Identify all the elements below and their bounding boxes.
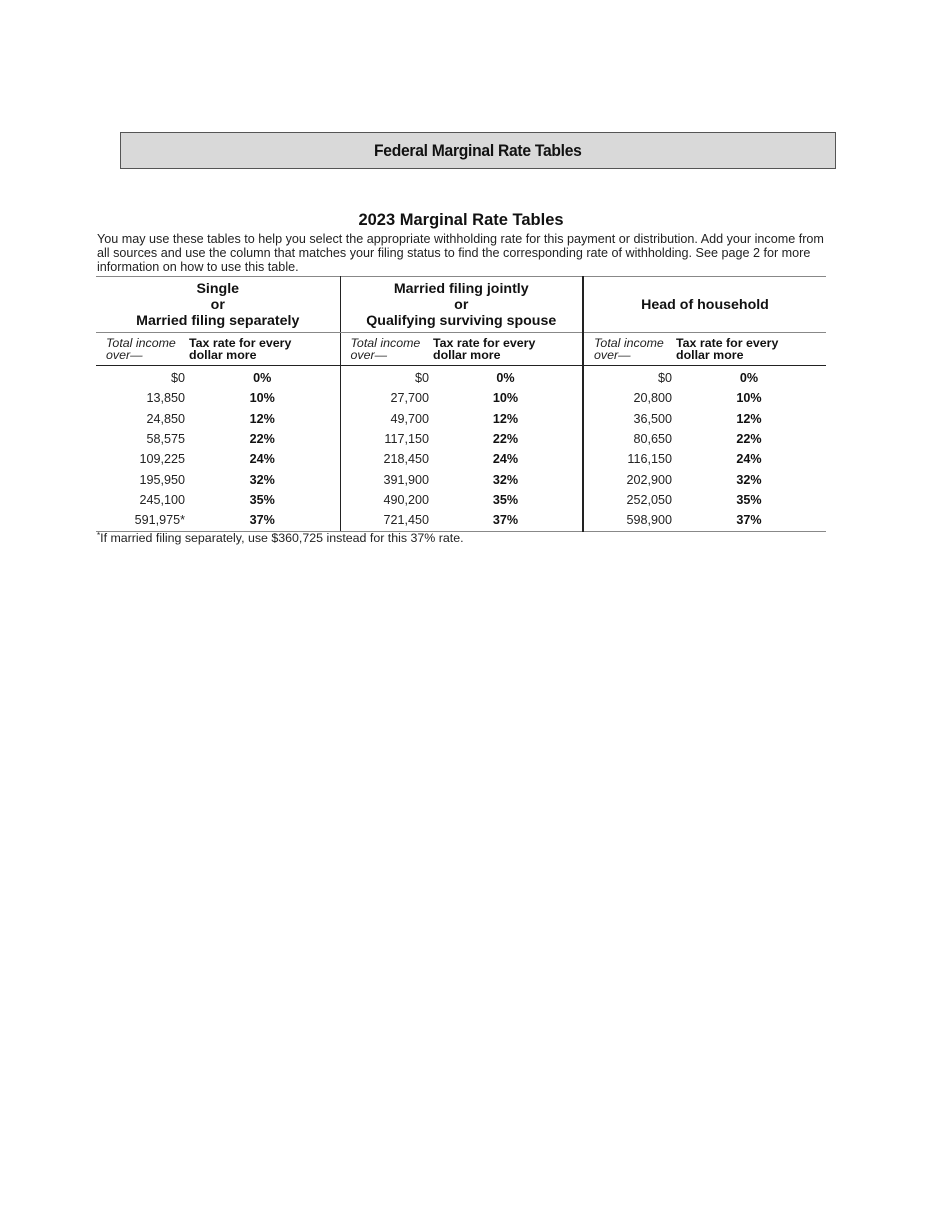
married-income-cell: 391,900 — [383, 472, 429, 487]
hoh-rate-cell: 35% — [736, 492, 762, 507]
single-rate-cell: 10% — [185, 388, 340, 408]
col-rate-line2: dollar more — [433, 348, 501, 362]
hoh-income-cell: 36,500 — [633, 411, 672, 426]
section-title: 2023 Marginal Rate Tables — [358, 211, 564, 229]
hoh-rate-cell: 10% — [736, 391, 762, 406]
married-income-cell: 721,450 — [340, 510, 429, 532]
rate-table-body — [96, 366, 826, 532]
single-rate-cell: 37% — [185, 510, 340, 532]
column-header-row — [96, 333, 826, 366]
single-income-cell: 245,100 — [139, 492, 185, 507]
table-row — [96, 490, 826, 510]
married-income-cell: $0 — [414, 371, 429, 386]
hoh-rate-cell: 12% — [736, 411, 762, 426]
table-row — [96, 469, 826, 489]
married-rate-cell: 32% — [429, 469, 583, 489]
hoh-income-cell: 80,650 — [633, 432, 672, 447]
hoh-income-cell: 598,900 — [583, 510, 672, 532]
hoh-rate-cell: 37% — [672, 510, 826, 532]
footnote — [97, 531, 464, 545]
header-single — [96, 277, 340, 333]
table-row — [96, 429, 826, 449]
col-rate-line1: Tax rate for every — [433, 335, 536, 350]
hoh-rate-cell: 22% — [736, 432, 762, 447]
hoh-income-cell: 202,900 — [626, 472, 672, 487]
single-income-cell: 195,950 — [139, 472, 185, 487]
single-income-cell: 24,850 — [146, 411, 185, 426]
hoh-income-cell: 116,150 — [627, 452, 672, 467]
col-rate-line2: dollar more — [676, 348, 744, 362]
table-row — [96, 409, 826, 429]
hoh-income-cell: 20,800 — [633, 391, 672, 406]
header-hoh-line1: Head of household — [641, 296, 769, 313]
single-rate-cell: 12% — [185, 409, 340, 429]
married-rate-cell: 0% — [429, 366, 583, 389]
married-rate-cell: 37% — [429, 510, 583, 532]
col-income-line1: Total income — [350, 335, 421, 350]
col-income-line2: over— — [350, 348, 387, 362]
col-rate-line1: Tax rate for every — [189, 335, 292, 350]
married-rate-cell: 22% — [429, 429, 583, 449]
married-rate-cell: 24% — [429, 449, 583, 469]
filing-status-header-row — [96, 277, 826, 333]
table-row — [96, 510, 826, 532]
col-married-income — [340, 333, 429, 366]
single-income-cell: 13,850 — [146, 391, 185, 406]
hoh-income-cell: $0 — [657, 371, 672, 386]
col-married-rate — [429, 333, 583, 366]
col-hoh-income — [583, 333, 672, 366]
footnote-text: If married filing separately, use $360,725 instead for this 37% rate. — [100, 531, 464, 545]
single-income-cell: 109,225 — [139, 452, 185, 467]
header-single-line3: Married filing separately — [136, 312, 300, 329]
intro-paragraph: You may use these tables to help you select the appropriate withholding rate for this payment or distribution. Add your income from all sources and use the column that matches your filing status to find the corresponding rate of withholding. See page 2 for more information on how to use this table. — [97, 232, 824, 274]
hoh-rate-cell: 0% — [739, 371, 759, 386]
table-row — [96, 449, 826, 469]
col-rate-line1: Tax rate for every — [676, 335, 779, 350]
header-single-line1: Single — [196, 280, 240, 297]
col-income-line1: Total income — [106, 335, 176, 350]
header-married-jointly — [340, 277, 583, 333]
header-head-of-household — [583, 277, 826, 333]
single-rate-cell: 32% — [185, 469, 340, 489]
col-income-line2: over— — [106, 348, 143, 362]
col-income-line1: Total income — [594, 335, 664, 350]
col-income-line2: over— — [594, 348, 631, 362]
married-income-cell: 117,150 — [384, 432, 429, 447]
single-income-cell: 591,975* — [96, 510, 185, 532]
single-rate-cell: 35% — [185, 490, 340, 510]
marginal-rate-table — [96, 276, 826, 532]
single-income-cell: 58,575 — [146, 432, 185, 447]
header-married-line2: or — [454, 296, 469, 313]
married-rate-cell: 35% — [429, 490, 583, 510]
married-income-cell: 27,700 — [390, 391, 429, 406]
col-hoh-rate — [672, 333, 826, 366]
married-income-cell: 490,200 — [383, 492, 429, 507]
header-married-line1: Married filing jointly — [393, 280, 529, 297]
footnote-marker: * — [97, 531, 101, 540]
hoh-income-cell: 252,050 — [626, 492, 672, 507]
banner-title: Federal Marginal Rate Tables — [374, 140, 582, 160]
header-married-line3: Qualifying surviving spouse — [366, 312, 557, 329]
single-rate-cell: 24% — [185, 449, 340, 469]
married-income-cell: 218,450 — [383, 452, 429, 467]
married-rate-cell: 10% — [429, 388, 583, 408]
page-banner — [120, 132, 836, 169]
hoh-rate-cell: 32% — [736, 472, 762, 487]
col-rate-line2: dollar more — [189, 348, 257, 362]
single-rate-cell: 0% — [185, 366, 340, 389]
single-rate-cell: 22% — [185, 429, 340, 449]
hoh-rate-cell: 24% — [736, 452, 762, 467]
married-income-cell: 49,700 — [390, 411, 429, 426]
married-rate-cell: 12% — [429, 409, 583, 429]
single-income-cell: $0 — [170, 371, 185, 386]
col-single-income — [96, 333, 185, 366]
table-row — [96, 388, 826, 408]
col-single-rate — [185, 333, 340, 366]
table-row — [96, 366, 826, 389]
header-single-line2: or — [210, 296, 225, 313]
